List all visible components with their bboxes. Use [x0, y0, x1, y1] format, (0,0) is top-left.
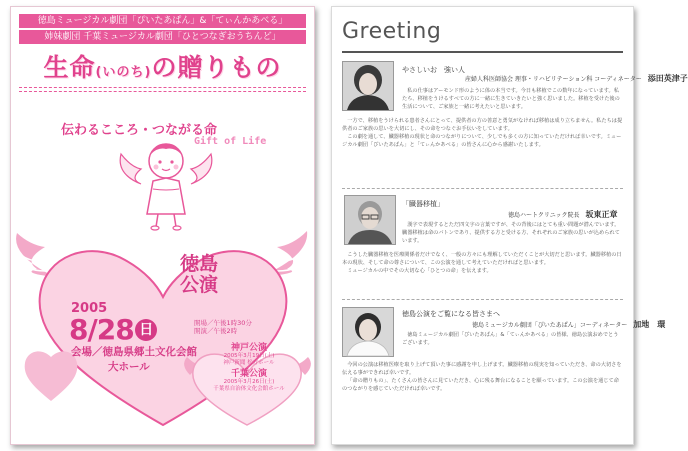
venue-city	[179, 254, 219, 296]
angel-illustration	[111, 129, 221, 239]
venue-hall: 大ホール	[108, 361, 150, 373]
divider	[19, 91, 306, 92]
venue-city-line-2: 公演	[179, 274, 218, 296]
section3-name: 加地 環	[633, 320, 666, 329]
paragraph: 一方で、移植をうけられる患者さんにとって、提供者の方の善意と勇気がなければ移植は成り立ちません。私たちは提供者のご家族の思いを大切にし、その命をつなぐお手伝いをしています。	[342, 118, 623, 132]
section2-author	[508, 209, 618, 220]
chiba-performance	[194, 366, 304, 393]
weekday-badge: 日	[135, 319, 157, 341]
portrait-photo	[342, 61, 394, 111]
winged-heart-graphic	[15, 225, 311, 435]
section-separator	[342, 188, 623, 189]
paragraph: 徳島ミュージカル劇団「ぴいたあぱん」&「てぃんかあべる」の皆様、徳島公演おめでとうございます。	[402, 332, 619, 346]
venue-label: 会場／徳島県郷土文化会館	[71, 346, 197, 358]
kobe-performance	[194, 340, 304, 367]
subtitle-en: Gift of Life	[194, 136, 267, 147]
event-date	[69, 313, 157, 346]
greeting-page	[331, 6, 688, 445]
time-open: 開場／午後1時30分	[194, 319, 252, 327]
portrait-photo	[342, 307, 394, 357]
section1-text	[342, 117, 623, 183]
section2-title: 「臓器移植」	[402, 200, 444, 208]
section1-author	[465, 73, 688, 84]
kobe-title: 神戸公演	[230, 343, 267, 353]
section2-text	[342, 251, 623, 295]
venue-city-line-1: 徳島	[179, 253, 218, 275]
section3-author	[472, 319, 665, 330]
main-title	[19, 48, 306, 84]
paragraph: ミュージカルの中でその大切な心「ひとつの命」を伝えます。	[347, 268, 492, 274]
event-times	[194, 319, 252, 335]
organizer-band-2: 姉妹劇団 千葉ミュージカル劇団「ひとつなぎおうちんど」	[19, 30, 306, 44]
section1-text-top	[402, 87, 623, 115]
paragraph: こうした臓器移植を医療関係者だけでなく、一般の方々にも理解していただくことが大切だと思います。臓器移植の日本の現状、そして命の尊さについて、この公演を通して考えていただければと思います。	[342, 252, 622, 266]
section3-title: 徳島公演をご覧になる皆さまへ	[402, 310, 500, 318]
section1-name: 添田英津子	[647, 74, 688, 83]
heading-rule	[342, 51, 623, 53]
section3-text-top	[402, 331, 623, 359]
section2-text-top	[402, 221, 623, 249]
section-separator	[342, 299, 623, 300]
section1-title: やさしいお 強い人	[402, 66, 465, 74]
title-rest: の贈りもの	[151, 53, 282, 82]
paragraph: この劇を通して、臓器移植の現状と命のつながりについて、少しでも多くの方に知っていただければ幸いです。ミュージカル劇団「ぴいたあぱん」と「てぃんかあべる」の皆さんに心から感謝いたします。	[342, 134, 622, 148]
portrait-photo	[344, 195, 396, 245]
title-reading: (いのち)	[95, 65, 152, 80]
chiba-date: 2005年3月26日(土)	[223, 379, 275, 385]
chiba-title: 千葉公演	[230, 369, 267, 379]
event-date-value: 8/28	[69, 313, 134, 346]
section1-affiliation: 産婦人科医師協会 理事・リハビリテーション科 コーディネーター	[465, 76, 642, 83]
section3-affiliation: 徳島ミュージカル劇団「ぴいたあぱん」コーディネーター	[472, 322, 628, 329]
divider	[19, 87, 306, 88]
greeting-heading: Greeting	[342, 19, 442, 44]
kobe-date: 2005年3月19日(土)	[223, 353, 275, 359]
section2-name: 坂東正章	[585, 210, 618, 219]
title-main: 生命	[43, 53, 96, 82]
paragraph: 今回の公演は移植医療を取り上げて頂いた事に感謝を申し上げます。臓器移植の現実を知っていただき、命の大切さを伝える事ができれば幸いです。	[342, 362, 622, 376]
paragraph: 「命の贈りもの」、たくさんの皆さんに見ていただき、心に残る舞台になることを願っています。この公演を通じて命のつながりを感じていただければ幸いです。	[342, 378, 619, 392]
kobe-venue: 神戸新聞 松方ホール	[223, 360, 275, 366]
section2-affiliation: 徳島ハートクリニック院長	[508, 212, 580, 219]
subtitle: 伝わるこころ・つながる命	[61, 123, 218, 138]
poster-page	[10, 6, 315, 445]
chiba-venue: 千葉県自治体文化会館ホール	[213, 386, 285, 392]
paragraph: 漢字で表現するとただ四文字の言葉ですが、その背後にはとても重い問題が潜んでいます。臓器移植は命のバトンであり、提供する方と受ける方、それぞれのご家族の思いが込められています。	[402, 222, 620, 244]
organizer-band-1: 徳島ミュージカル劇団「ぴいたあぱん」&「てぃんかあべる」	[19, 14, 306, 28]
time-start: 開演／午後2時	[194, 327, 238, 335]
section3-text	[342, 361, 623, 435]
paragraph: 私の仕事はアーモンド形のように体の本当です。今日も移植でこの数年になっています。私たち、移植をうけるすべての方に一緒に生きていきたいと強く思いました。移植を受けた後の生活について、ご家族と一緒に考えたいと思います。	[402, 88, 620, 110]
event-year: 2005	[71, 301, 108, 316]
